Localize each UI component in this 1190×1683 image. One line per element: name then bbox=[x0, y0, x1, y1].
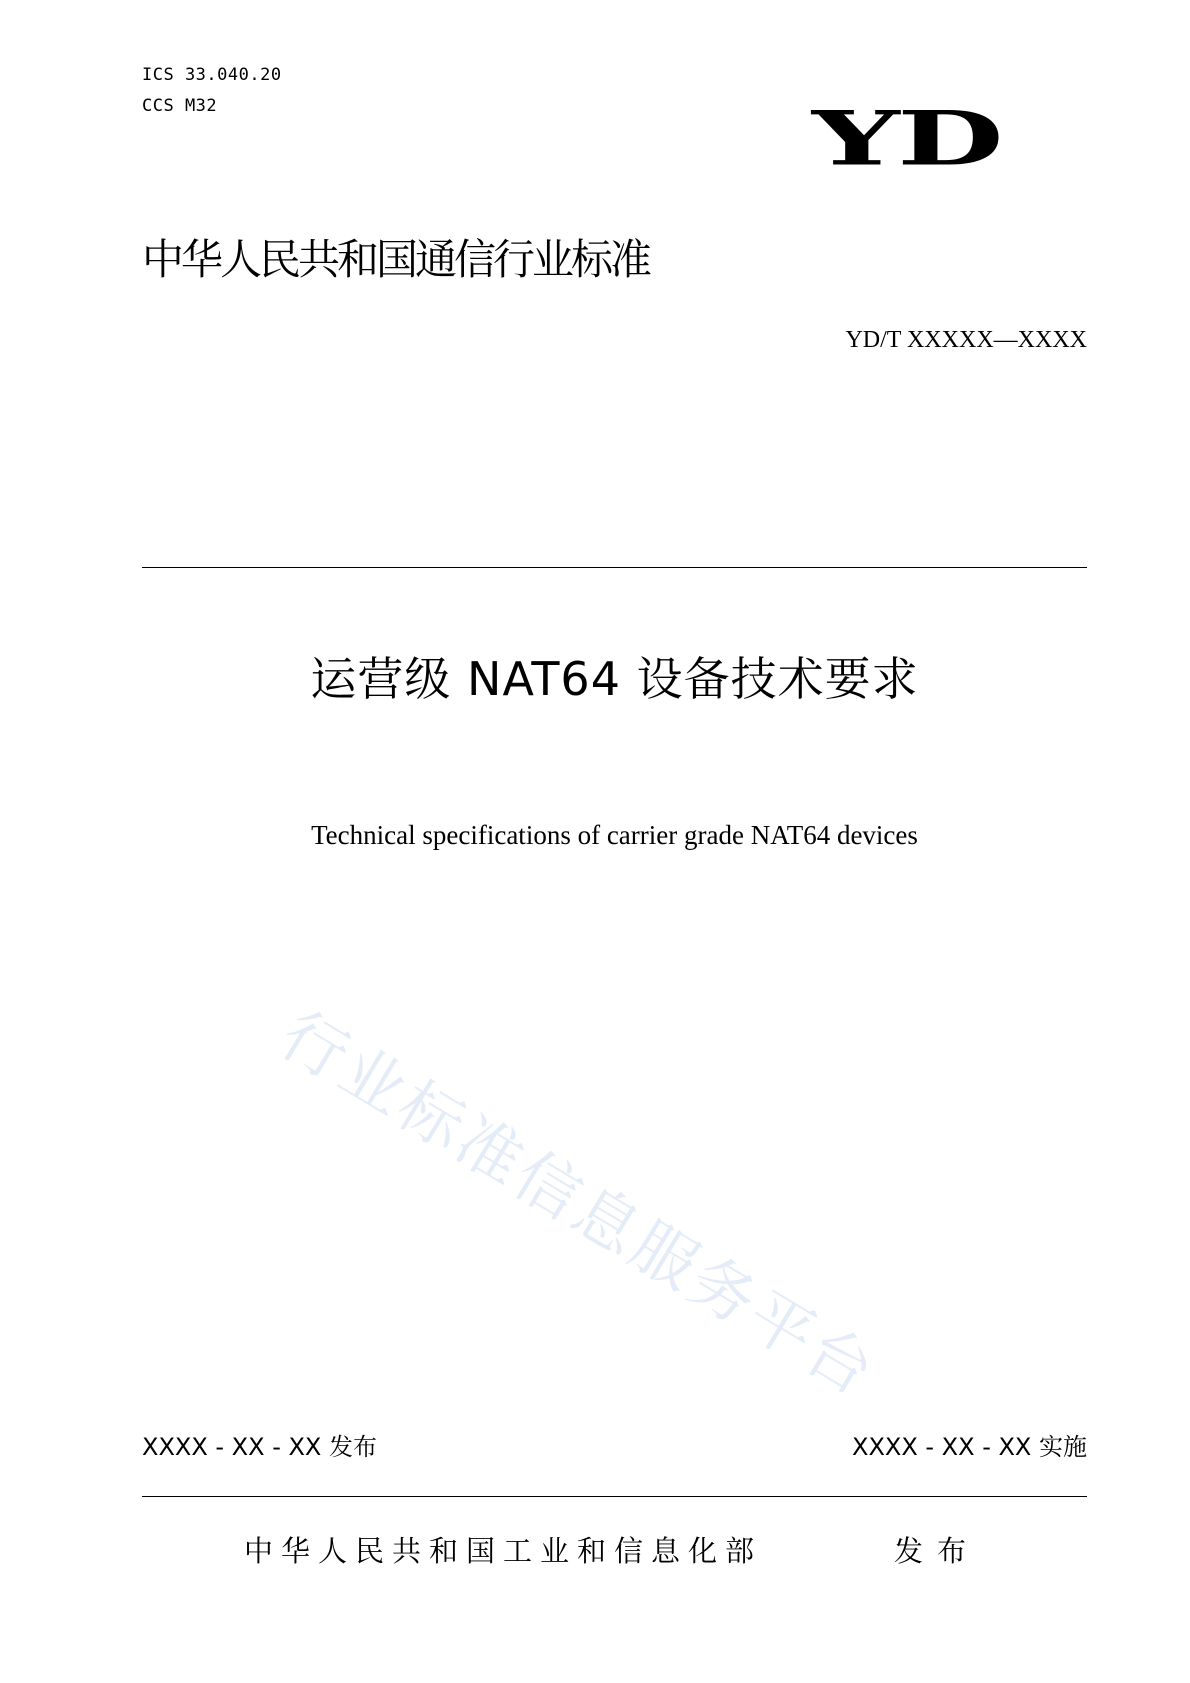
yd-logo: YD bbox=[812, 94, 1002, 183]
effective-date: XXXX - XX - XX 实施 bbox=[852, 1433, 1087, 1461]
document-title-english: Technical specifications of carrier grade NAT64 devices bbox=[311, 820, 918, 850]
standard-category: 中华人民共和国通信行业标准 bbox=[142, 235, 650, 284]
standard-number: YD/T XXXXX—XXXX bbox=[845, 327, 1087, 353]
document-title-chinese: 运营级 NAT64 设备技术要求 bbox=[310, 652, 919, 706]
ccs-code: CCS M32 bbox=[142, 96, 218, 116]
watermark: 行业标准信息服务平台 bbox=[267, 998, 889, 1412]
ics-code: ICS 33.040.20 bbox=[142, 65, 282, 85]
classification-codes bbox=[142, 60, 282, 122]
top-divider bbox=[142, 567, 1087, 568]
publisher-organization: 中华人民共和国工业和信息化部 bbox=[244, 1534, 763, 1568]
publish-date: XXXX - XX - XX 发布 bbox=[142, 1433, 377, 1461]
bottom-divider bbox=[142, 1496, 1087, 1497]
publish-label: 发布 bbox=[894, 1534, 981, 1568]
